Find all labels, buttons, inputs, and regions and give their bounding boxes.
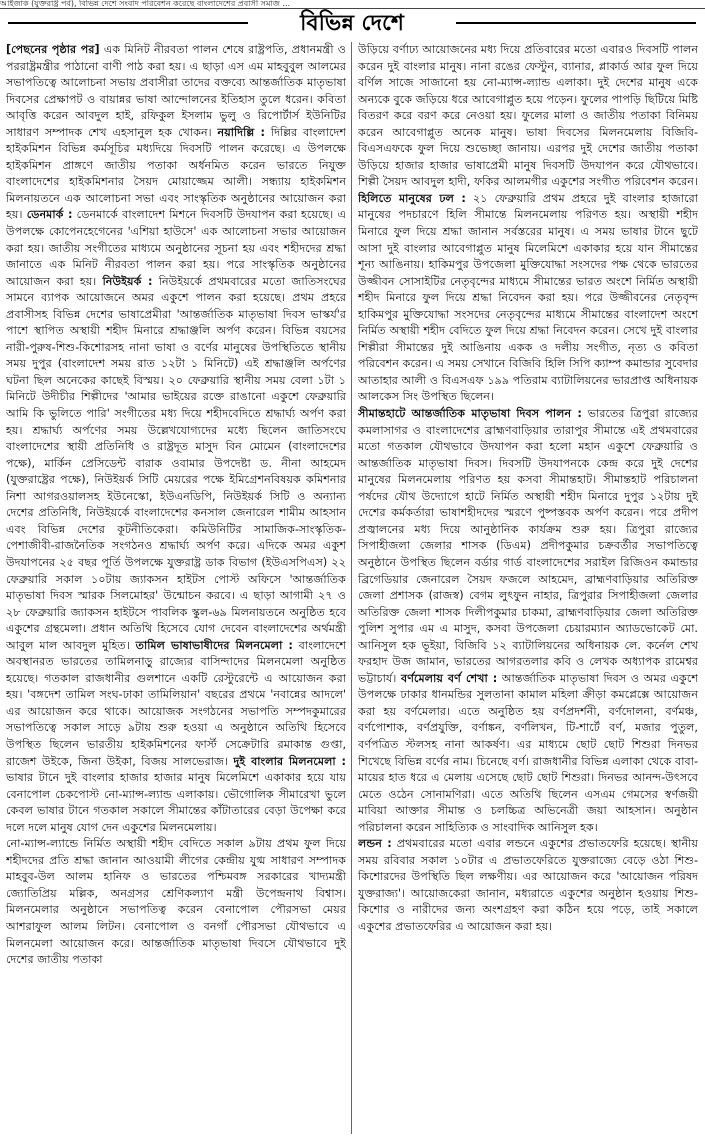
article-paragraph	[358, 406, 698, 836]
paragraph-text: প্রথমবারের মতো এবার লন্ডনে একুশের প্রভাতফেরি হয়েছে। স্থানীয় সময় রবিবার সকাল ১০টার এ প্রভাতফেরিতে যুক্তরাজ্যে বেড়ে ওঠা শিশু-কিশোরদের উপস্থিতি ছিল লক্ষণীয়। এর আয়োজন করে 'আয়োজন পরিষদ যুক্তরাজ্য'। আয়োজকেরা জানান, মধ্যরাতে একুশের অনুষ্ঠান হওয়ায় শিশু-কিশোর ও নারীদের জন্য অংশগ্রহণ করা কঠিন হয়ে পড়ে, তাই সকালে একুশের প্রভাতফেরির এ আয়োজন করা হয়।	[358, 837, 698, 933]
paragraph-text: ভাষার টানে দুই বাংলার হাজার হাজার মানুষ মিলেমিশে একাকার হয়ে যায় বেনাপোল চেকপোস্ট নো-ম্যান্স-ল্যান্ড এলাকায়। ভৌগোলিক সীমারেখা ভুলে কেবল ভাষার টানে গতকাল সকালে সীমান্তের কাঁটাতারের বেড়া উপেক্ষা করে দলে দলে মানুষ যোগ দেন একুশের মিলনমেলায়।	[6, 771, 346, 834]
paragraph-text: ডেনমার্কে বাংলাদেশ মিশনে দিবসটি উদযাপন করা হয়েছে। এ উপলক্ষে কোপেনহেগেনের 'এশিয়া হাউসে' এক আলোচনা সভার আয়োজন করা হয়। জাতীয় সংগীতের মাধ্যমে অনুষ্ঠানের সূচনা হয় এবং শহীদদের শ্রদ্ধা জানাতে এক মিনিট নীরবতা পালন করা হয়। পরে সাংস্কৃতিক অনুষ্ঠানের আয়োজন করা হয়।	[6, 208, 346, 288]
paragraph-lead: লন্ডন :	[358, 837, 392, 851]
left-column	[6, 42, 346, 1136]
article-paragraph	[358, 42, 698, 406]
paragraph-text: এক মিনিট নীরবতা পালন শেষে রাষ্ট্রপতি, প্রধানমন্ত্রী ও পররাষ্ট্রমন্ত্রীর পাঠানো বাণী পাঠ করা হয়। এ ছাড়া এস এম মাহবুবুল আলমের সভাপতিত্বে আলোচনা সভায় প্রবাসীরা তাদের বক্তব্যে আন্তর্জাতিক মাতৃভাষা দিবসের প্রেক্ষাপট ও বায়ান্নর ভাষা আন্দোলনের ইতিহাস তুলে ধরেন। কবিতা আবৃত্তি করেন আবদুল হাই, রফিকুল ইসলাম ভুলু ও রিপোর্টার্স ইউনিটির সাধারণ সম্পাদক শেখ এহসানুল হক খোকন।	[6, 43, 346, 139]
paragraph-lead: তামিল ভাষাভাষীদের মিলনমেলা :	[135, 638, 293, 652]
paragraph-text: নো-ম্যান্স-ল্যান্ডে নির্মিত অস্থায়ী শহীদ বেদিতে সকাল ৯টায় প্রথম ফুল দিয়ে শহীদদের প্রতি শ্রদ্ধা জানান আওয়ামী লীগের কেন্দ্রীয় যুগ্ম সাধারণ সম্পাদক মাহবুব-উল আলম হানিফ ও ভারতের পশ্চিমবঙ্গ সরকারের খাদ্যমন্ত্রী জ্যোতিপ্রিয় মল্লিক, অনগ্রসর শ্রেণিকল্যাণ মন্ত্রী উপেন্দ্রনাথ বিশ্বাস। মিলনমেলার অনুষ্ঠানে সভাপতিত্ব করেন বেনাপোল পৌরসভা মেয়র আশরাফুল আলম লিটন। বেনাপোল ও বনগাঁ পৌরসভা যৌথভাবে এ মিলনমেলা আয়োজন করে। আন্তর্জাতিক মাতৃভাষা দিবসে যৌথভাবে দুই দেশের জাতীয় পতাকা	[6, 837, 346, 967]
paragraph-text: দিল্লির বাংলাদেশ হাইকমিশন বিভিন্ন কর্মসূচির মধ্যদিয়ে দিবসটি পালন করেছে। এ উপলক্ষে হাইকমিশন প্রাঙ্গণে জাতীয় পতাকা অর্ধনমিত করেন ভারতে নিযুক্ত বাংলাদেশের হাইকমিশনার সৈয়দ মোয়াজ্জেম আলী। সন্ধ্যায় হাইকমিশন মিলনায়তনে এক আলোচনা সভা এবং সাংস্কৃতিক অনুষ্ঠানের আয়োজন করা হয়।	[6, 125, 346, 222]
right-column	[358, 42, 698, 1136]
paragraph-lead: দুই বাংলার মিলনমেলা :	[233, 754, 346, 768]
article-paragraph	[6, 42, 346, 836]
paragraph-text: উড়িয়ে বর্ণাঢ্য আয়োজনের মধ্য দিয়ে প্রতিবারের মতো এবারও দিবসটি পালন করেন দুই বাংলার মানুষ। নানা রঙের ফেস্টুন, ব্যানার, প্লাকার্ড আর ফুল দিয়ে বর্ণিল সাজে সাজানো হয় নো-ম্যান্স-ল্যান্ড এলাকা। দুই দেশের মানুষ একে অন্যকে বুকে জড়িয়ে ধরে আবেগাপ্লুত হয়ে পড়েন। ফুলের পাপড়ি ছিটিয়ে মিষ্টি বিতরণ করে বরণ করে নেওয়া হয়। ফুলের মালা ও জাতীয় পতাকা বিনিময় করেন আবেগাপ্লুত অনেক মানুষ। ভাষা দিবসের মিলনমেলায় বিজিবি-বিএসএফকে ফুল দিয়ে শুভেচ্ছা জানায়। এরপর দুই দেশের জাতীয় পতাকা উড়িয়ে হাজার হাজার ভাষাপ্রেমী মানুষ দিবসটি উদযাপন করে যৌথভাবে। শিল্পী সৈয়দ আবদুল হাদী, ফকির আলমগীর একুশের সংগীত পরিবেশন করেন।	[358, 43, 698, 189]
paragraph-text: আন্তর্জাতিক মাতৃভাষা দিবস ও অমর একুশে উপলক্ষে ঢাকার ধানমন্ডির সুলতানা কামাল মহিলা ক্রীড়া কমপ্লেক্সে আয়োজন করা হয় বর্ণমেলার। এতে অনুষ্ঠিত হয় বর্ণপ্রদর্শনী, বর্ণদোলনা, বর্ণমঞ্চ, বর্ণপোশাক, বর্ণপ্রযুক্তি, বর্ণাঙ্কন, বর্ণলিখন, টি-শার্টে বর্ণ, মজার পুতুল, বর্ণপত্রিত স্টলসহ নানা আকর্ষণ। এর মাধ্যমে ছোট ছোট শিশুরা দিনভর শিখেছে বিভিন্ন বর্ণের নাম। চিনেছে বর্ণ। রাজধানীর বিভিন্ন এলাকা থেকে বাবা-মায়ের হাত ধরে এ মেলায় এসেছে ছোট ছোট শিশুরা। দিনভর আনন্দ-উৎসবে মেতে ওঠেন সোনামণিরা। এতে অতিথি ছিলেন এসএম গেমসের স্বর্ণজয়ী মাবিয়া আক্তার সীমান্ত ও চলচ্চিত্র অভিনেত্রী জয়া আহসান। অনুষ্ঠান পরিচালনা করেন সাহিত্যিক ও সাংবাদিক আনিসুল হক।	[358, 671, 698, 834]
paragraph-lead: নিউইয়র্ক :	[102, 274, 153, 288]
paragraph-lead: হিলিতে মানুষের ঢল :	[358, 191, 466, 205]
paragraph-lead: সীমান্তহাটে আন্তর্জাতিক মাতৃভাষা দিবস পালন :	[358, 407, 582, 421]
header-rule-left	[8, 22, 248, 24]
column-divider	[351, 42, 352, 1134]
section-header	[0, 8, 705, 38]
paragraph-lead: বর্ণমেলায় বর্ণ শেখা :	[401, 671, 498, 685]
section-title: বিভিন্ন দেশে	[300, 10, 404, 36]
header-rule-right	[456, 22, 696, 24]
top-strip: আইজাক (যুক্তরাষ্ট্র পর্ব), বিভিন্ন দেশে সংবাদ পরিবেশন করেছে বাংলাদেশের প্রবাসী সমাজ ...	[0, 0, 705, 9]
paragraph-text: নিউইয়র্কে প্রথমবারের মতো জাতিসংঘের সামনে ব্যাপক আয়োজনে অমর একুশে পালন করা হয়েছে। প্রথম প্রহরে প্রবাসীসহ বিভিন্ন দেশের ভাষাপ্রেমীরা 'আন্তর্জাতিক মাতৃভাষা দিবস ভাস্কর্য'র পাশে স্থাপিত অস্থায়ী শহীদ মিনারে শ্রদ্ধাঞ্জলি অর্পণ করেন। বিভিন্ন বয়সের নারী-পুরুষ-শিশু-কিশোরসহ নানা ভাষা ও বর্ণের মানুষের উপস্থিতিতে স্থানীয় সময় দুপুর (বাংলাদেশ সময় রাত ১২টা ১ মিনিটে) এই শ্রদ্ধাঞ্জলি অর্পণের ঘটনা ছিল অনেকের কাছেই বিস্ময়। ২০ ফেব্রুয়ারি স্থানীয় সময় বেলা ১টা ১ মিনিটে উদীচীর শিল্পীদের 'আমার ভাইয়ের রক্তে রাঙানো একুশে ফেব্রুয়ারি আমি কি ভুলিতে পারি' সংগীতের মধ্য দিয়ে শহীদবেদিতে শ্রদ্ধার্ঘ্য অর্পণ করা হয়। শ্রদ্ধার্ঘ্য অর্পণের সময় উল্লেখযোগ্যদের মধ্যে ছিলেন জাতিসংঘে বাংলাদেশের স্থায়ী প্রতিনিধি ও রাষ্ট্রদূত মাসুদ বিন মোমেন (বাংলাদেশের পক্ষে), মার্কিন প্রেসিডেন্ট বারাক ওবামার উপদেষ্টা ড. নীনা আহমেদ (যুক্তরাষ্ট্রের পক্ষে), নিউইয়র্ক সিটি মেয়রের পক্ষে ইমিগ্রেশনবিষয়ক কমিশনার নিশা আগরওয়ালসহ ইউনেস্কো, ইউএনডিপি, নিউইয়র্ক সিটি ও অন্যান্য দেশের প্রতিনিধি, নিউইয়র্কে বাংলাদেশের কনসাল জেনারেল শামীম আহসান এবং বিভিন্ন দেশের কূটনীতিকেরা। কমিউনিটির সামাজিক-সাংস্কৃতিক-পেশাজীবী-রাজনৈতিক সংগঠনও শ্রদ্ধার্ঘ্য অর্পণ করে। এদিকে অমর একুশ উদযাপনের ২৫ বছর পূর্তি উপলক্ষে যুক্তরাষ্ট্র ডাক বিভাগ (ইউএসপিএস) ২২ ফেব্রুয়ারি সকাল ১০টায় জ্যাকসন হাইটস পোস্ট অফিসে 'আন্তর্জাতিক মাতৃভাষা দিবস স্মারক সিলমোহর' উন্মোচন করবে। এ ছাড়া আগামী ২৭ ও ২৮ ফেব্রুয়ারি জ্যাকসন হাইটসে পাবলিক স্কুল-৬৯ মিলনায়তনে অনুষ্ঠিত হবে একুশের গ্রন্থমেলা। প্রধান অতিথি হিসেবে যোগ দেবেন বাংলাদেশের অর্থমন্ত্রী আবুল মাল আবদুল মুহিত।	[6, 274, 346, 652]
paragraph-lead: [পেছনের পৃষ্ঠার পর]	[6, 43, 100, 56]
article-paragraph	[358, 836, 698, 935]
paragraph-text: ২১ ফেব্রুয়ারি প্রথম প্রহরে দুই বাংলার হাজারো মানুষের পদচারণে হিলি সীমান্তে মিলনমেলায় পরিণত হয়। অস্থায়ী শহীদ মিনারে ফুল দিয়ে শ্রদ্ধা জানান সর্বস্তরের মানুষ। এ সময় ভাষার টানে ছুটে আসা দুই বাংলার আবেগাপ্লুত মানুষ মিলেমিশে একাকার হয়ে যান সীমান্তের শূন্য আঙিনায়। হাকিমপুর উপজেলা মুক্তিযোদ্ধা সংসদের পক্ষ থেকে ভারতের উজ্জীবন সোসাইটির নেতৃবৃন্দের মাধ্যমে সীমান্তের ভারত অংশে নির্মিত অস্থায়ী শহীদ মিনারে ফুল দিয়ে শ্রদ্ধা নিবেদন করা হয়। পরে উজ্জীবনের নেতৃবৃন্দ হাকিমপুর মুক্তিযোদ্ধা সংসদের নেতৃবৃন্দের মাধ্যমে সীমান্তের বাংলাদেশ অংশে নির্মিত অস্থায়ী শহীদ বেদিতে ফুল দিয়ে শ্রদ্ধা নিবেদন করেন। সেখে দুই বাংলার শিল্পীরা সীমান্তের দুই আঙিনায় একক ও দলীয় সংগীত, নৃত্য ও কবিতা পরিবেশন করেন। এ সময় সেখানে বিজিবি হিলি সিপি ক্যাম্প কমান্ডার সুবেদার আতাহার আলী ও বিএসএফ ১৯৯ পতিরাম ব্যাটালিয়নের ভারপ্রাপ্ত অধিনায়ক আলকেস সিং উপস্থিত ছিলেন।	[358, 191, 698, 404]
paragraph-text: ভারতের ত্রিপুরা রাজ্যের কমলাসাগর ও বাংলাদেশের ব্রাহ্মণবাড়িয়ার তারাপুর সীমান্তে এই প্রথমবারের মতো গতকাল যৌথভাবে উদযাপন করা হলো মহান একুশে ফেব্রুয়ারি ও আন্তর্জাতিক মাতৃভাষা দিবস। দিবসটি উদযাপনকে কেন্দ্র করে দুই দেশের মানুষের মিলনমেলায় পরিণত হয় কসবা সীমান্তহাট। সীমান্তহাট পরিচালনা পর্ষদের যৌথ উদ্যোগে হাটে নির্মিত অস্থায়ী শহীদ মিনারে দুপুর ১২টায় দুই দেশের কর্মকর্তারা ভাষাশহীদদের স্মরণে পুষ্পস্তবক অর্পণ করেন। পরে প্রদীপ প্রজ্বালনের মধ্য দিয়ে আনুষ্ঠানিক কার্যক্রম শুরু হয়। ত্রিপুরা রাজ্যের সিপাহীজলা জেলার শাসক (ডিএম) প্রদীপকুমার চক্রবর্তীর সভাপতিত্বে অনুষ্ঠানে উপস্থিত ছিলেন বর্ডার গার্ড বাংলাদেশের সরাইল রিজিওন কমান্ডার ব্রিগেডিয়ার জেনারেল সৈয়দ ফজলে আহমেদ, ব্রাহ্মণবাড়িয়ার অতিরিক্ত জেলা প্রশাসক (রাজস্ব) বেগম লুৎফুন নাহার, ত্রিপুরার সিপাহীজলা জেলার অতিরিক্ত জেলা শাসক দিলীপকুমার চাকমা, ব্রাহ্মণবাড়িয়ার জেলা অতিরিক্ত পুলিশ সুপার এম এ মাসুদ, কসবা উপজেলা চেয়ারম্যান অ্যাডভোকেট মো. আনিসুল হক ভূইয়া, বিজিবি ১২ ব্যাটালিয়নের অধিনায়ক লে. কর্নেল শেখ ফরহাদ উজ জামান, ভারতের আগরতলার কবি ও লেখক অধ্যাপক রামেশ্বর ভট্টাচার্য।	[358, 407, 698, 685]
paragraph-lead: ডেনমার্ক :	[26, 208, 73, 222]
article-paragraph	[6, 836, 346, 968]
paragraph-text: বাংলাদেশে অবস্থানরত ভারতের তামিলনাড়ু রাজ্যের বাসিন্দাদের মিলনমেলা অনুষ্ঠিত হয়েছে। গতকাল রাজধানীর গুলশানে একটি রেস্টুরেন্টে এ আয়োজন করা হয়। 'বঙ্গদেশ তামিল সংঘ-ঢাকা তামিলিয়ান' বছরের প্রথমে 'নবান্নের আদলে' এর আয়োজন করে থাকে। আয়োজক সংগঠনের সভাপতি সম্পদকুমারের সভাপতিত্বে সকাল সাড়ে ৯টায় শুরু হওয়া এ অনুষ্ঠানে অতিথি হিসেবে উপস্থিত ছিলেন ভারতীয় হাইকমিশনের ফার্স্ট সেক্রেটারি রমাকান্ত গুপ্তা, রাজেশ উইকে, জিনা উইকা, বিজয় সালভেরাজ।	[6, 638, 346, 768]
paragraph-lead: নয়াদিল্লি :	[217, 125, 265, 139]
